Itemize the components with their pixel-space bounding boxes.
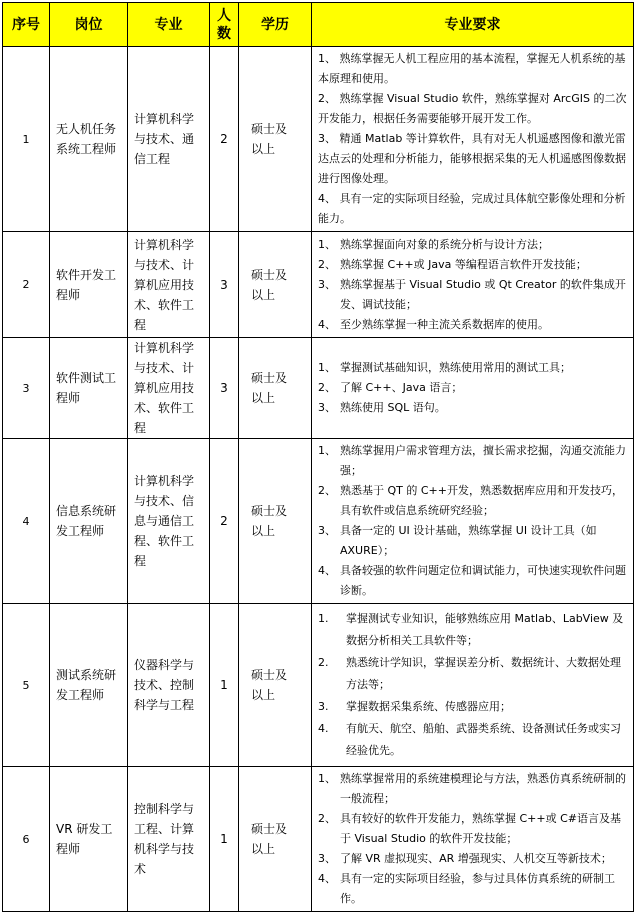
requirement-item: 2、 熟练掌握 Visual Studio 软件，熟练掌握对 ArcGIS 的二次开发能力，根据任务需要能够开展开发工作。 — [318, 92, 627, 125]
requirement-item: 4、 具有一定的实际项目经验，完成过具体航空影像处理和分析能力。 — [318, 192, 626, 225]
major-cell: 计算机科学与技术、计算机应用技术、软件工程 — [128, 338, 210, 439]
table-row — [3, 604, 634, 767]
degree-cell: 硕士及以上 — [239, 47, 312, 232]
table-row — [3, 767, 634, 912]
requirements-cell — [312, 47, 634, 232]
count-cell: 1 — [210, 604, 239, 767]
position-cell: 软件开发工程师 — [50, 232, 128, 338]
requirement-item: 2. 熟悉统计学知识，掌握误差分析、数据统计、大数据处理方法等； — [318, 656, 621, 691]
requirements-cell — [312, 439, 634, 604]
major-cell: 仪器科学与技术、控制科学与工程 — [128, 604, 210, 767]
seq-cell: 6 — [3, 767, 50, 912]
major-cell: 计算机科学与技术、计算机应用技术、软件工程 — [128, 232, 210, 338]
requirement-item: 4、 具备较强的软件问题定位和调试能力，可快速实现软件问题诊断。 — [318, 564, 626, 597]
count-cell: 2 — [210, 439, 239, 604]
count-cell: 2 — [210, 47, 239, 232]
table-row — [3, 338, 634, 439]
requirement-item: 4. 有航天、航空、船舶、武器类系统、设备测试任务或实习经验优先。 — [318, 722, 621, 757]
header-degree: 学历 — [239, 3, 312, 47]
requirement-item: 2、 熟悉基于 QT 的 C++开发，熟悉数据库应用和开发技巧，具有软件或信息系统研究经验； — [318, 484, 623, 517]
table-row — [3, 232, 634, 338]
position-cell: 信息系统研发工程师 — [50, 439, 128, 604]
degree-cell: 硕士及以上 — [239, 439, 312, 604]
requirement-item: 1、 掌握测试基础知识，熟练使用常用的测试工具； — [318, 361, 571, 374]
job-requirements-table — [2, 2, 634, 912]
position-cell: 测试系统研发工程师 — [50, 604, 128, 767]
major-cell: 控制科学与工程、计算机科学与技术 — [128, 767, 210, 912]
requirement-item: 3、 精通 Matlab 等计算软件，具有对无人机遥感图像和激光雷达点云的处理和分析能力，能够根据采集的无人机遥感图像数据进行图像处理。 — [318, 132, 626, 185]
requirement-item: 1、 熟练掌握无人机工程应用的基本流程，掌握无人机系统的基本原理和使用。 — [318, 52, 626, 85]
seq-cell: 3 — [3, 338, 50, 439]
header-row — [3, 3, 634, 47]
requirement-item: 2、 熟练掌握 C++或 Java 等编程语言软件开发技能； — [318, 257, 587, 271]
header-seq: 序号 — [3, 3, 50, 47]
requirement-item: 3. 掌握数据采集系统、传感器应用； — [318, 700, 511, 713]
header-requirements: 专业要求 — [312, 3, 634, 47]
requirement-item: 3、 了解 VR 虚拟现实、AR 增强现实、人机交互等新技术； — [318, 852, 612, 865]
count-cell: 1 — [210, 767, 239, 912]
position-cell: VR 研发工程师 — [50, 767, 128, 912]
seq-cell: 5 — [3, 604, 50, 767]
requirements-cell — [312, 232, 634, 338]
seq-cell: 1 — [3, 47, 50, 232]
requirement-item: 4、 具有一定的实际项目经验，参与过具体仿真系统的研制工作。 — [318, 872, 615, 905]
requirement-item: 2、 了解 C++、Java 语言； — [318, 381, 463, 394]
requirement-item: 4、 至少熟练掌握一种主流关系数据库的使用。 — [318, 317, 549, 331]
degree-cell: 硕士及以上 — [239, 232, 312, 338]
degree-cell: 硕士及以上 — [239, 338, 312, 439]
position-cell: 无人机任务系统工程师 — [50, 47, 128, 232]
requirement-item: 1、 熟练掌握常用的系统建模理论与方法，熟悉仿真系统研制的一般流程； — [318, 772, 626, 805]
requirement-item: 1、 熟练掌握面向对象的系统分析与设计方法； — [318, 237, 549, 251]
header-count: 人数 — [210, 3, 239, 47]
requirements-cell — [312, 338, 634, 439]
requirement-item: 3、 熟练掌握基于 Visual Studio 或 Qt Creator 的软件集成开发、调试技能； — [318, 277, 626, 311]
requirement-item: 2、 具有较好的软件开发能力，熟练掌握 C++或 C#语言及基于 Visual Studio 的软件开发技能； — [318, 812, 622, 845]
degree-cell: 硕士及以上 — [239, 767, 312, 912]
degree-cell: 硕士及以上 — [239, 604, 312, 767]
table-row — [3, 439, 634, 604]
requirement-item: 3、 具备一定的 UI 设计基础，熟练掌握 UI 设计工具（如 AXURE）； — [318, 524, 597, 557]
seq-cell: 4 — [3, 439, 50, 604]
major-cell: 计算机科学与技术、信息与通信工程、软件工程 — [128, 439, 210, 604]
table-row — [3, 47, 634, 232]
requirement-item: 3、 熟练使用 SQL 语句。 — [318, 401, 446, 414]
count-cell: 3 — [210, 232, 239, 338]
header-major: 专业 — [128, 3, 210, 47]
requirement-item: 1、 熟练掌握用户需求管理方法，擅长需求挖掘，沟通交流能力强； — [318, 444, 626, 477]
position-cell: 软件测试工程师 — [50, 338, 128, 439]
major-cell: 计算机科学与技术、通信工程 — [128, 47, 210, 232]
header-position: 岗位 — [50, 3, 128, 47]
requirement-item: 1. 掌握测试专业知识，能够熟练应用 Matlab、LabView 及数据分析相关工具软件等； — [318, 612, 624, 647]
seq-cell: 2 — [3, 232, 50, 338]
requirements-cell — [312, 767, 634, 912]
requirements-cell — [312, 604, 634, 767]
count-cell: 3 — [210, 338, 239, 439]
